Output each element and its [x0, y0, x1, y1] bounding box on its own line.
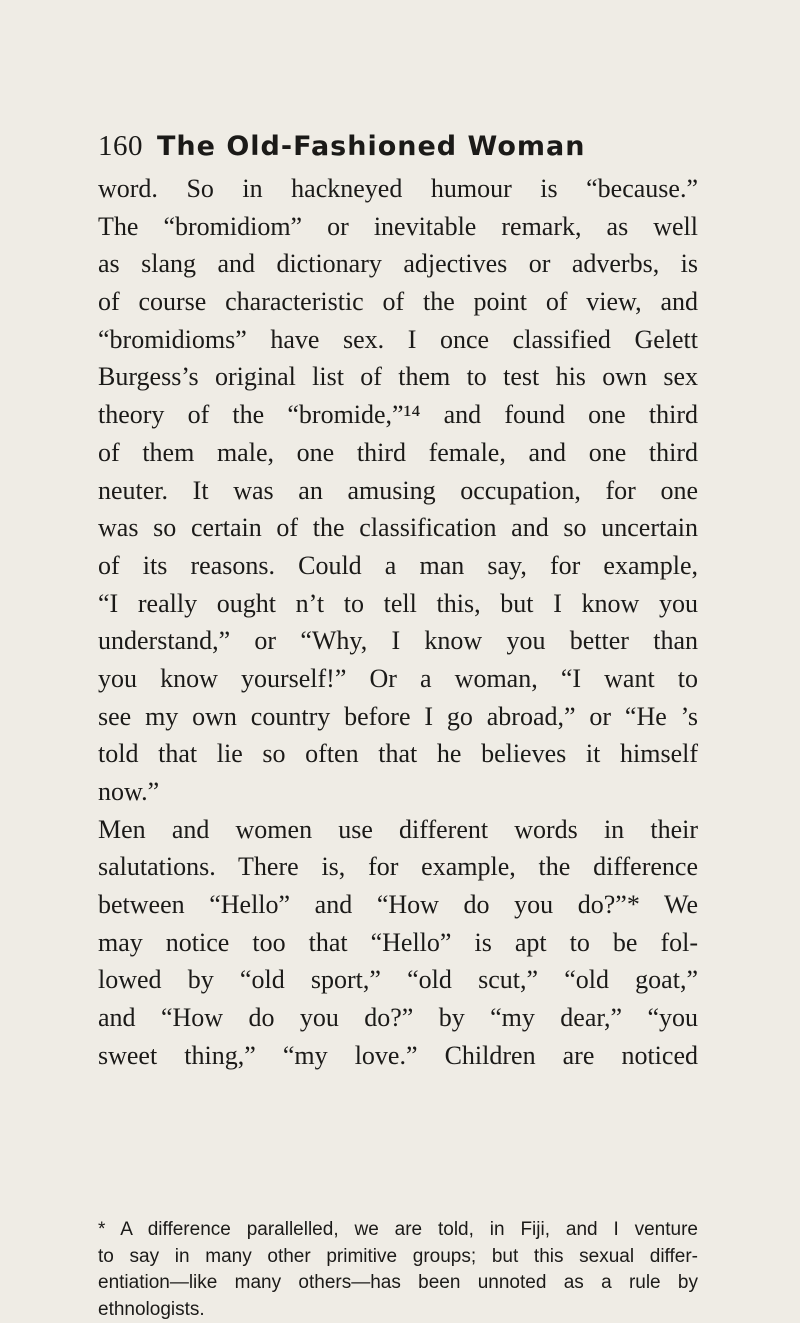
footnote: [98, 1217, 698, 1323]
text-line: may notice too that “Hello” is apt to be fol-: [98, 924, 698, 962]
text-line: you know yourself!” Or a woman, “I want to: [98, 660, 698, 698]
text-line: The “bromidiom” or inevitable remark, as well: [98, 208, 698, 246]
text-line: now.”: [98, 773, 698, 811]
text-line: Men and women use different words in their: [98, 811, 698, 849]
footnote-line: to say in many other primitive groups; but this sexual differ-: [98, 1244, 698, 1271]
footnote-line: * A difference parallelled, we are told, in Fiji, and I venture: [98, 1217, 698, 1244]
text-line: and “How do you do?” by “my dear,” “you: [98, 999, 698, 1037]
text-line: lowed by “old sport,” “old scut,” “old goat,”: [98, 961, 698, 999]
text-line: Burgess’s original list of them to test his own sex: [98, 358, 698, 396]
book-title: The Old-Fashioned Woman: [157, 131, 585, 162]
text-line: sweet thing,” “my love.” Children are noticed: [98, 1037, 698, 1075]
text-line: salutations. There is, for example, the difference: [98, 848, 698, 886]
text-line: of its reasons. Could a man say, for example,: [98, 547, 698, 585]
text-line: of course characteristic of the point of view, and: [98, 283, 698, 321]
text-line: theory of the “bromide,”¹⁴ and found one third: [98, 396, 698, 434]
text-line: “I really ought n’t to tell this, but I know you: [98, 585, 698, 623]
body-text: [98, 170, 698, 1075]
text-line: neuter. It was an amusing occupation, for one: [98, 472, 698, 510]
running-head: [98, 130, 698, 170]
text-line: of them male, one third female, and one third: [98, 434, 698, 472]
text-line: “bromidioms” have sex. I once classified Gelett: [98, 321, 698, 359]
text-line: told that lie so often that he believes it himself: [98, 735, 698, 773]
text-line: understand,” or “Why, I know you better than: [98, 622, 698, 660]
text-line: was so certain of the classification and so uncertain: [98, 509, 698, 547]
footnote-line: ethnologists.: [98, 1297, 698, 1323]
text-line: see my own country before I go abroad,” or “He ’s: [98, 698, 698, 736]
page-number: 160: [98, 130, 143, 162]
text-line: between “Hello” and “How do you do?”* We: [98, 886, 698, 924]
text-line: word. So in hackneyed humour is “because.”: [98, 170, 698, 208]
text-line: as slang and dictionary adjectives or adverbs, is: [98, 245, 698, 283]
footnote-line: entiation—like many others—has been unnoted as a rule by: [98, 1270, 698, 1297]
